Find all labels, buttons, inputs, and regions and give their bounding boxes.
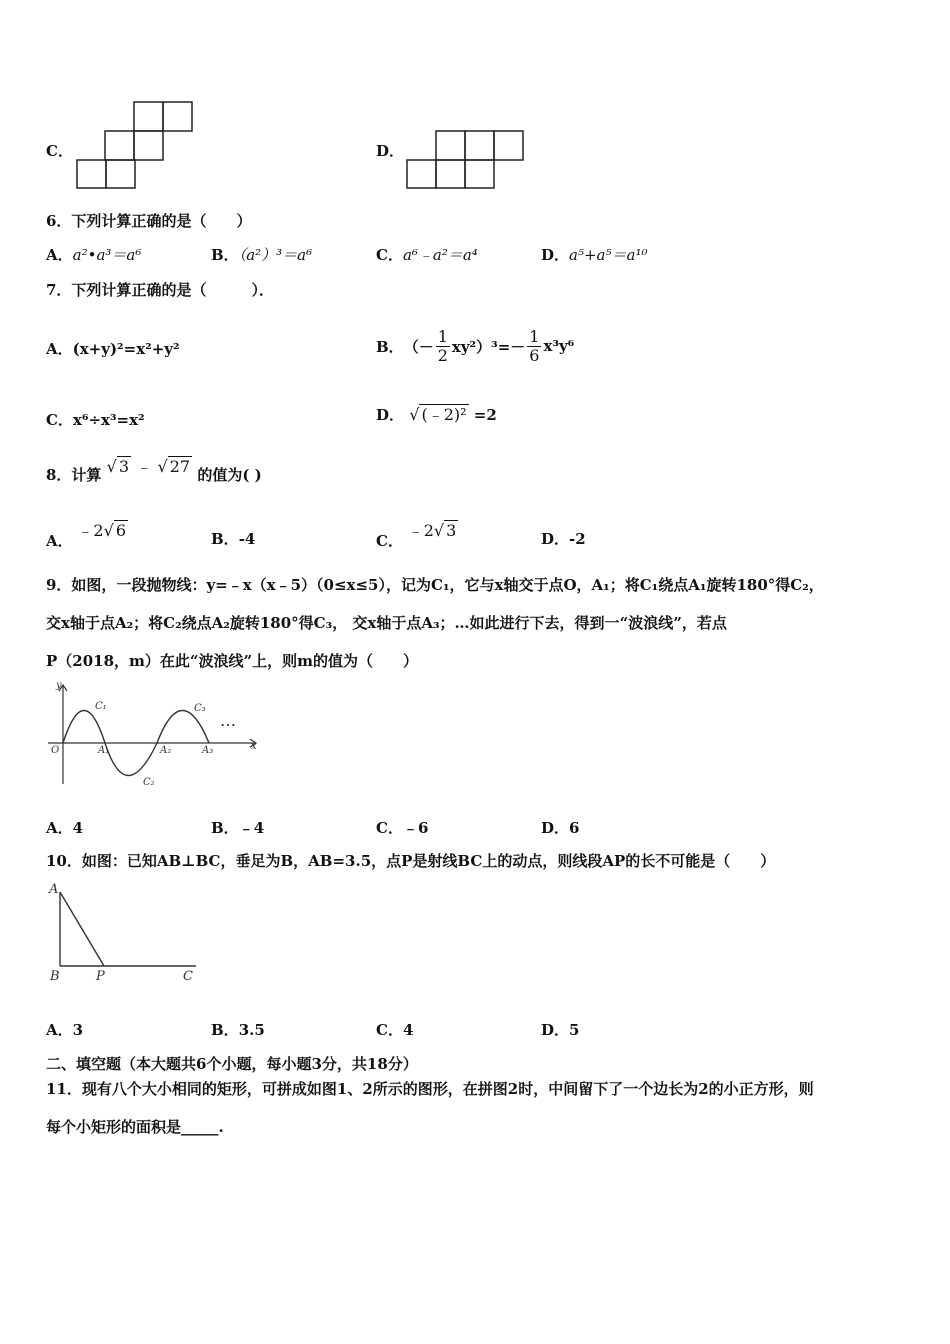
- q5-option-d-label: D．: [376, 142, 405, 160]
- q8-option-a: A． ﹣2√ 6: [46, 521, 126, 550]
- q9-stem-line2: 交x轴于点A₂；将C₂绕点A₂旋转180°得C₃， 交x轴于点A₃；…如此进行下去，得到一“波浪线”，若点: [46, 614, 727, 632]
- q9-option-b: B．﹣4: [211, 819, 265, 837]
- fig-c2-label: C₂: [143, 777, 155, 788]
- q6-option-b: B．（a²）³＝a⁶: [211, 246, 313, 264]
- q6-stem: 6．下列计算正确的是（ ）: [46, 212, 252, 230]
- q6-option-a: A．a²•a³＝a⁶: [46, 246, 142, 264]
- q7-option-b: B． （－ $\frac{1}{2}$ xy²）³=－ $\frac{1}{6}$ x³y⁶: [376, 326, 575, 365]
- sqrt-expression: √ (﹣2)²: [409, 405, 467, 424]
- section2-title: 二、填空题（本大题共6个小题，每小题3分，共18分）: [46, 1055, 418, 1073]
- q5-option-c-label: C．: [46, 142, 73, 160]
- fig-point-b: B: [50, 969, 60, 984]
- fig-point-a: A: [49, 882, 59, 897]
- fraction-one-sixth: $\frac{1}{6}$: [529, 326, 540, 365]
- q9-stem-line3: P（2018，m）在此“波浪线”上，则m的值为（ ）: [46, 652, 419, 670]
- fig-c3-label: C₃: [194, 703, 206, 714]
- fraction-one-half: $\frac{1}{2}$: [437, 326, 448, 365]
- q7-option-c: C．x⁶÷x³=x²: [46, 411, 145, 429]
- q5-option-c-figure: [76, 101, 194, 191]
- q6-option-c: C．a⁶﹣a²＝a⁴: [376, 246, 478, 264]
- q10-triangle-figure: [46, 880, 206, 988]
- fig-a3-label: A₃: [202, 745, 214, 756]
- q9-wave-figure: [46, 680, 266, 790]
- q10-option-a: A．3: [46, 1021, 84, 1039]
- q11-stem-line1: 11．现有八个大小相同的矩形，可拼成如图1、2所示的图形，在拼图2时，中间留下了一个边长为2的小正方形，则: [46, 1080, 814, 1098]
- q10-option-d: D．5: [541, 1021, 580, 1039]
- q7-option-a: A．(x+y)²=x²+y²: [46, 340, 180, 358]
- q10-option-c: C．4: [376, 1021, 414, 1039]
- sqrt-3: √ 3: [106, 457, 130, 476]
- q9-option-a: A．4: [46, 819, 84, 837]
- q7-stem: 7．下列计算正确的是（ ）．: [46, 281, 274, 299]
- q5-option-d-figure: [406, 130, 526, 190]
- fig-y-axis-label: y: [56, 680, 62, 691]
- q10-stem: 10．如图：已知AB⊥BC，垂足为B，AB=3.5，点P是射线BC上的动点，则线段AP的长不可能是（ ）: [46, 852, 776, 870]
- fig-a1-label: A₁: [98, 745, 110, 756]
- fig-point-c: C: [183, 969, 193, 984]
- fig-point-p: P: [96, 969, 105, 984]
- fig-origin-label: O: [51, 745, 60, 756]
- q7-option-d: D． √ (﹣2)² =2: [376, 405, 497, 424]
- fig-ellipsis: …: [220, 711, 236, 730]
- fig-x-axis-label: x: [251, 741, 257, 752]
- q6-option-d: D．a⁵+a⁵＝a¹⁰: [541, 246, 648, 264]
- q10-option-b: B．3.5: [211, 1021, 265, 1039]
- q9-option-c: C．﹣6: [376, 819, 429, 837]
- q9-stem-line1: 9．如图，一段抛物线：y=﹣x（x﹣5）（0≤x≤5），记为C₁，它与x轴交于点O，A₁；将C₁绕点A₁旋转180°得C₂，: [46, 576, 824, 594]
- sqrt-27: √ 27: [157, 457, 191, 476]
- q8-option-b: B．-4: [211, 530, 256, 548]
- q8-option-c: C． ﹣2√ 3: [376, 521, 457, 550]
- fig-a2-label: A₂: [160, 745, 172, 756]
- q8-stem: 8．计算 √ 3 ﹣ √ 27 的值为( ): [46, 457, 262, 484]
- q9-option-d: D．6: [541, 819, 580, 837]
- fig-c1-label: C₁: [95, 701, 107, 712]
- q11-stem-line2: 每个小矩形的面积是_____.: [46, 1118, 224, 1136]
- q8-option-d: D．-2: [541, 530, 586, 548]
